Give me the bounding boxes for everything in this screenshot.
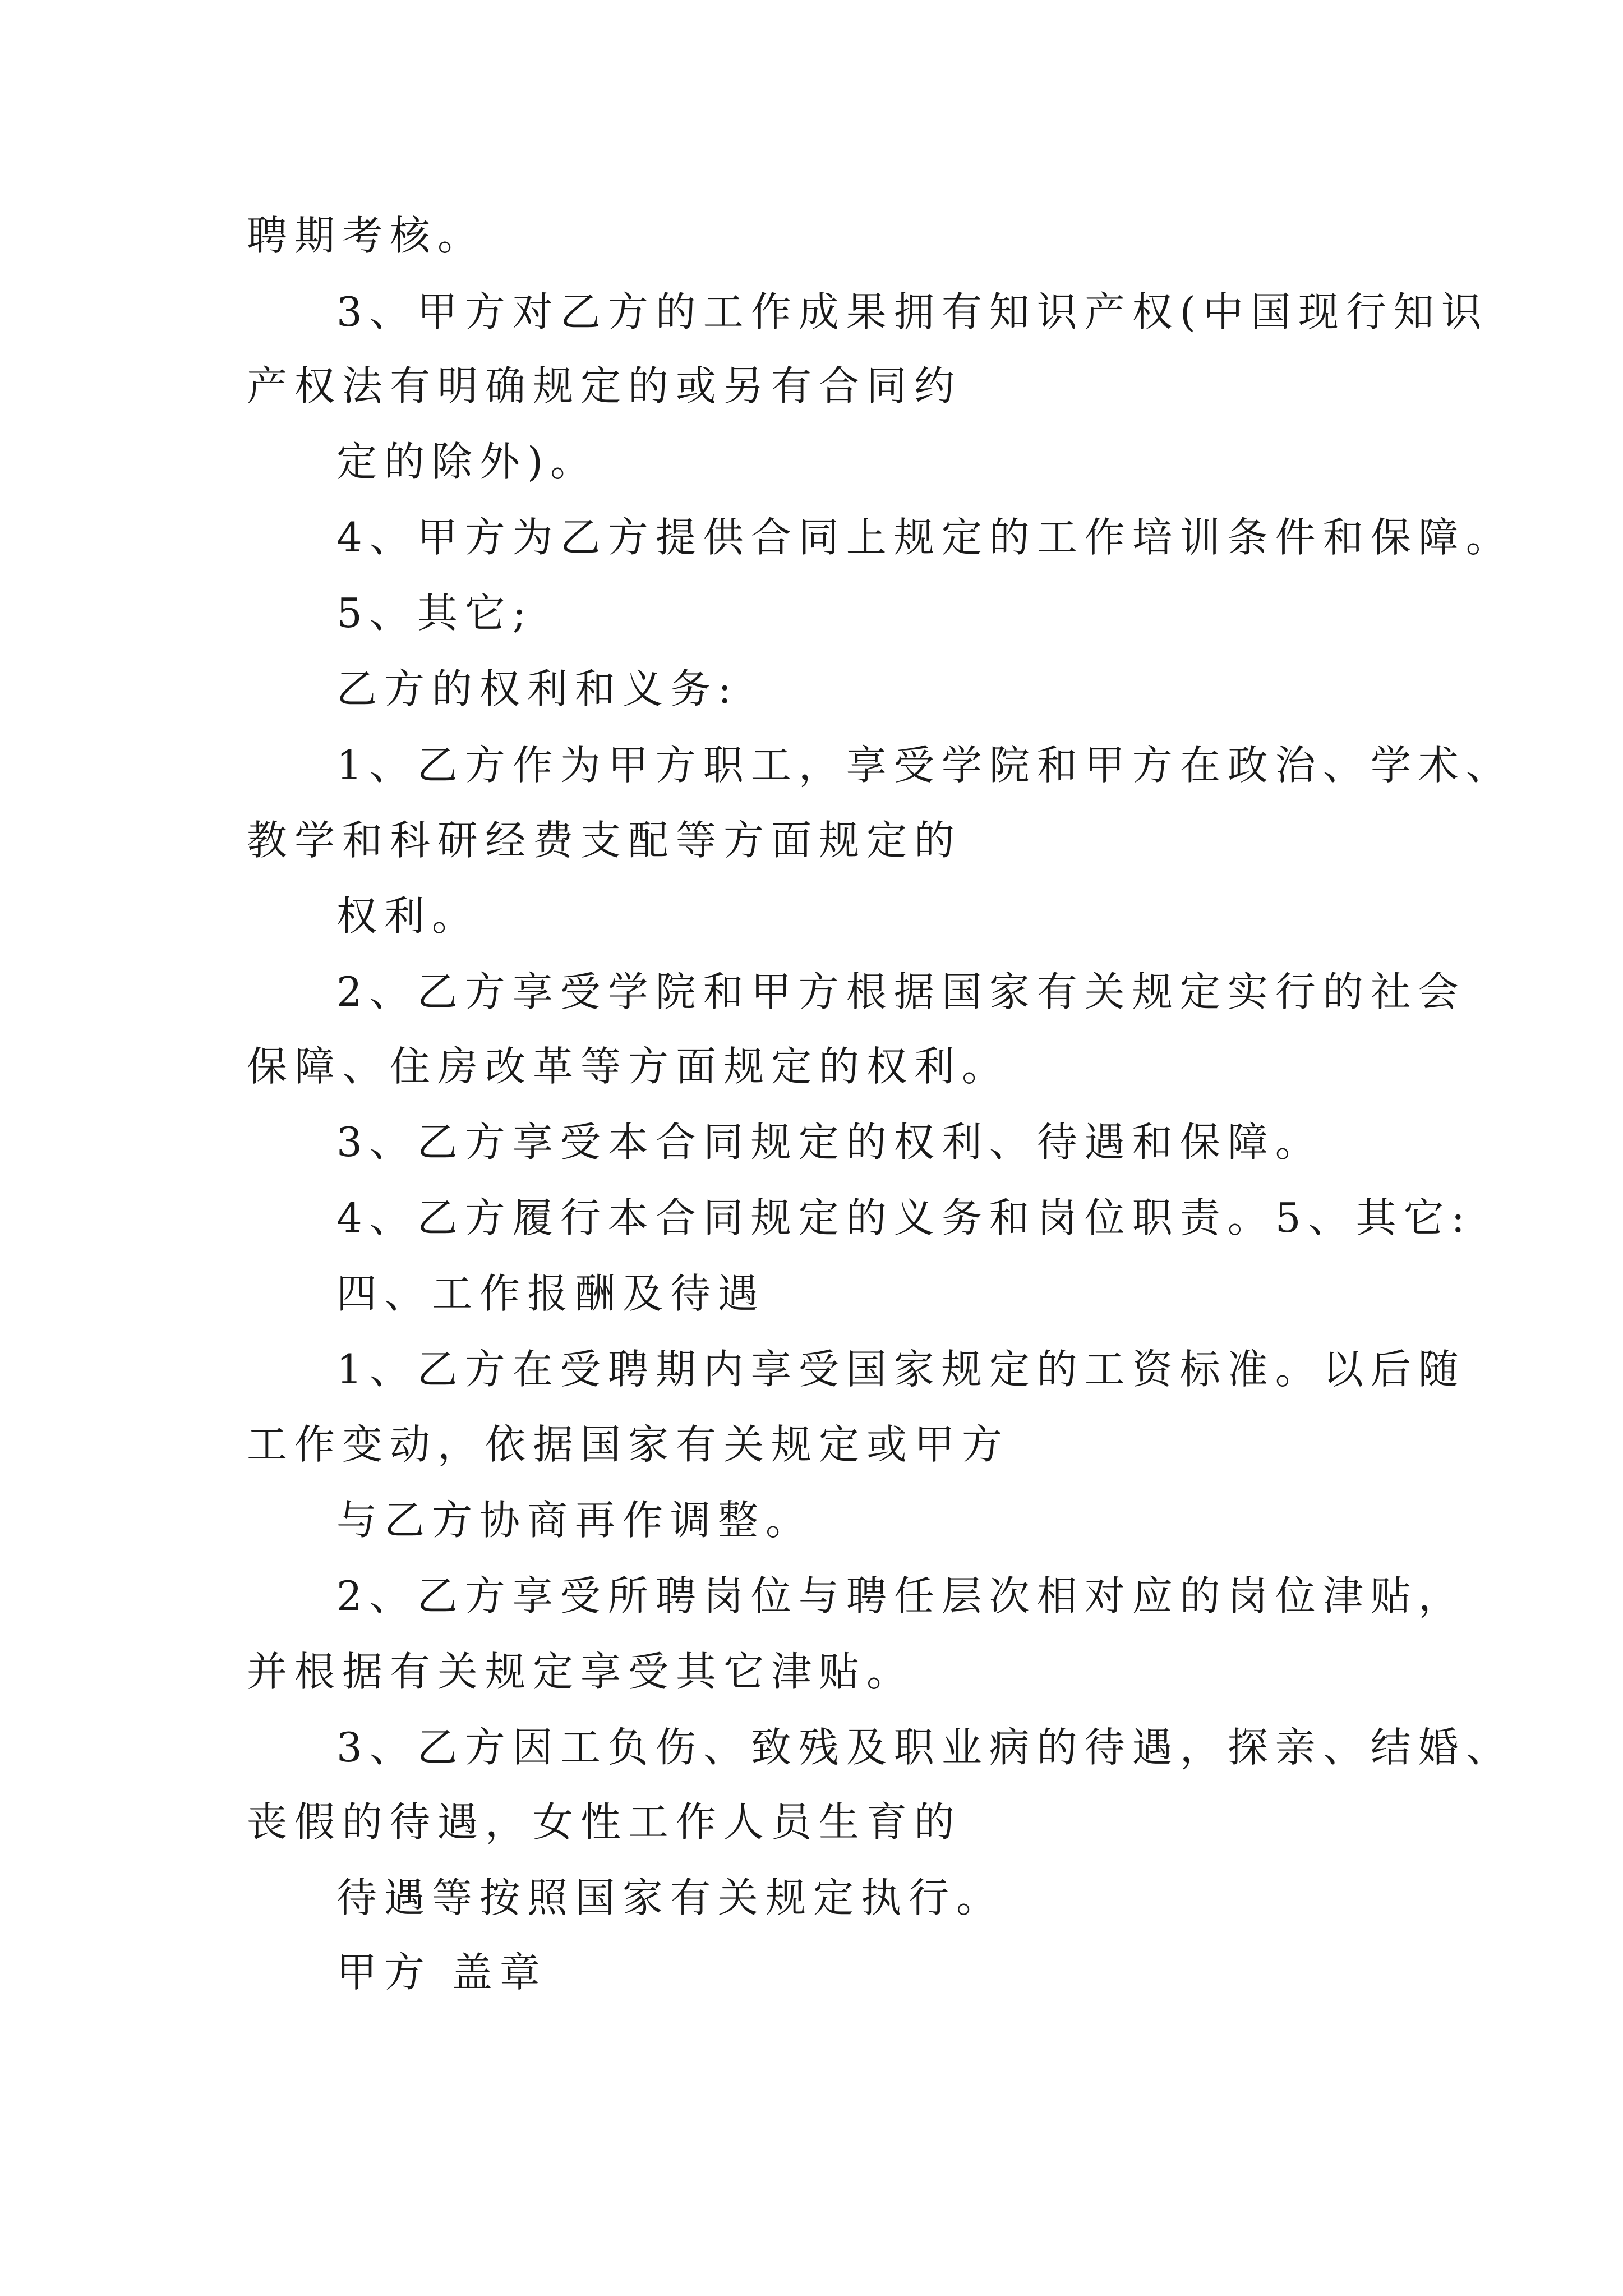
text-line-7: 乙方的权利和义务: (336, 665, 739, 712)
text-line-24: 甲方 盖章 (336, 1949, 547, 1996)
text-line-2: 3、甲方对乙方的工作成果拥有知识产权(中国现行知识 (336, 288, 1489, 335)
text-line-21: 3、乙方因工负伤、致残及职业病的待遇，探亲、结婚、 (336, 1724, 1514, 1771)
text-line-9: 教学和科研经费支配等方面规定的 (247, 817, 962, 864)
text-line-5: 4、甲方为乙方提供合同上规定的工作培训条件和保障。 (336, 514, 1514, 561)
text-line-3: 产权法有明确规定的或另有合同约 (247, 362, 962, 409)
text-line-12: 保障、住房改革等方面规定的权利。 (247, 1043, 1010, 1090)
text-line-10: 权利。 (336, 892, 480, 940)
text-line-22: 丧假的待遇，女性工作人员生育的 (247, 1798, 962, 1846)
text-line-8: 1、乙方作为甲方职工，享受学院和甲方在政治、学术、 (336, 742, 1514, 789)
text-line-1: 聘期考核。 (247, 212, 486, 259)
text-line-11: 2、乙方享受学院和甲方根据国家有关规定实行的社会 (336, 968, 1466, 1015)
text-line-19: 2、乙方享受所聘岗位与聘任层次相对应的岗位津贴， (336, 1572, 1466, 1619)
text-line-23: 待遇等按照国家有关规定执行。 (336, 1874, 1004, 1921)
text-line-20: 并根据有关规定享受其它津贴。 (247, 1648, 915, 1695)
text-line-13: 3、乙方享受本合同规定的权利、待遇和保障。 (336, 1119, 1323, 1166)
text-line-18: 与乙方协商再作调整。 (336, 1497, 814, 1544)
text-line-15: 四、工作报酬及待遇 (336, 1270, 766, 1317)
text-line-6: 5、其它; (336, 590, 534, 637)
text-line-16: 1、乙方在受聘期内享受国家规定的工资标准。以后随 (336, 1346, 1466, 1393)
text-line-17: 工作变动，依据国家有关规定或甲方 (247, 1421, 1010, 1468)
text-line-14: 4、乙方履行本合同规定的义务和岗位职责。5、其它: (336, 1194, 1472, 1241)
text-line-4: 定的除外)。 (336, 438, 598, 485)
